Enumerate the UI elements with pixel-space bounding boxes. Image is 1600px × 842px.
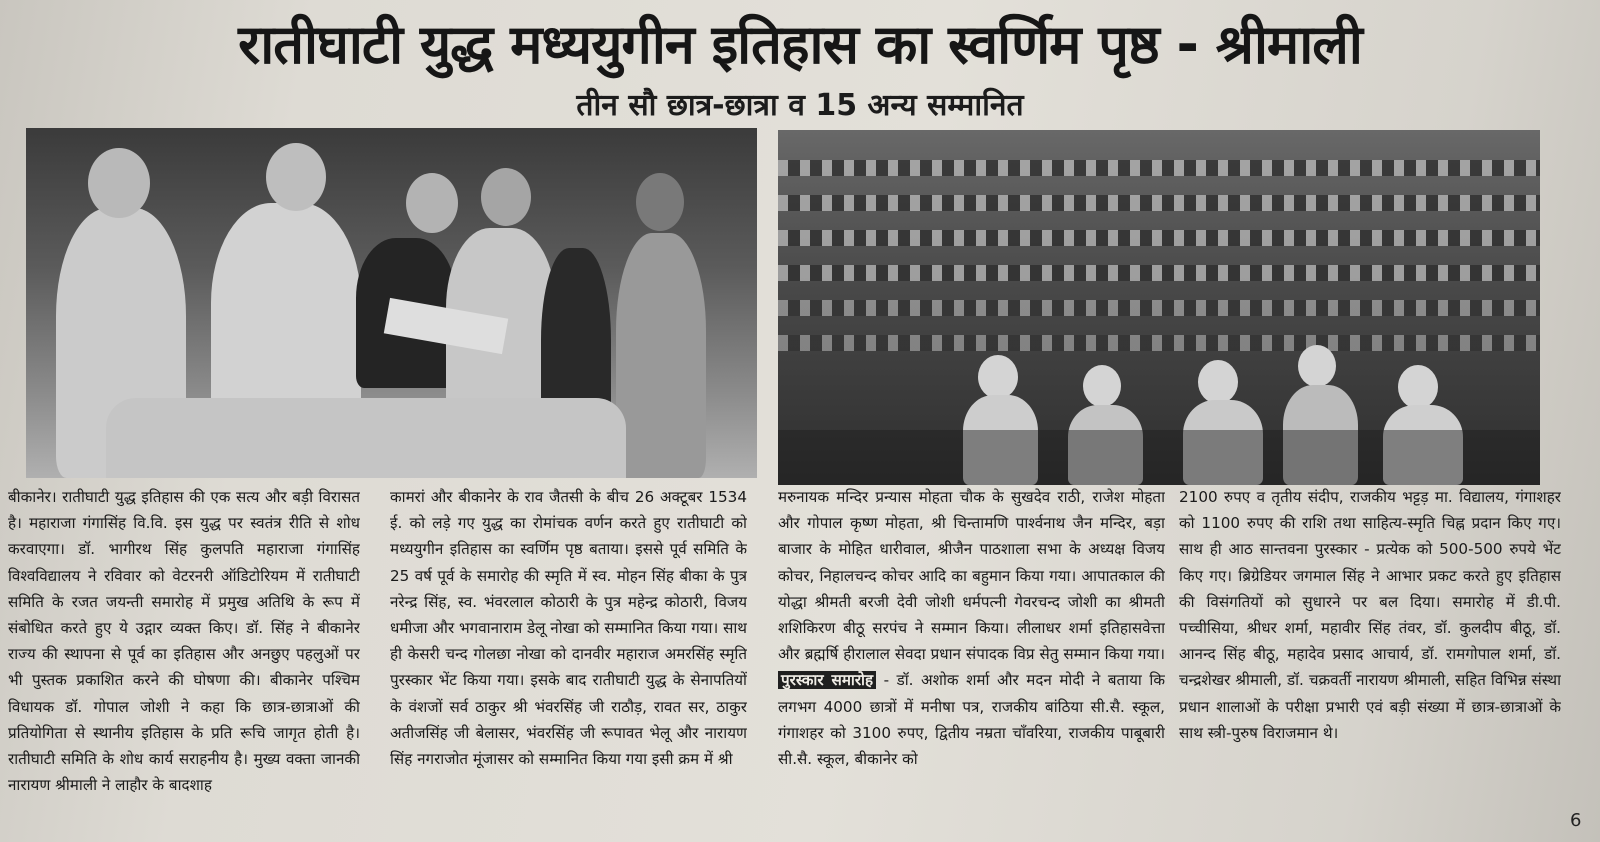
column-4-text: 2100 रुपए व तृतीय संदीप, राजकीय भट्टड़ मा. विद्यालय, गंगाशहर को 1100 रुपए की राशि तथा साहित्य-स्मृति चिह्न प्रदान किए गए। साथ ही आठ सान्तवना पुरस्कार - प्रत्येक को 500-500 रुपये भेंट किए गए। ब्रिग्रेडियर जगमाल सिंह ने आभार प्रकट करते हुए इतिहास की विसंगतियों को सुधारने पर बल दिया। समारोह में डी.पी. पच्चीसिया, श्रीधर शर्मा, महावीर सिंह तंवर, डॉ. कुलदीप बीठू, डॉ. आनन्द सिंह बीठू, महादेव प्रसाद आचार्य, डॉ. रामगोपाल शर्मा, डॉ. चन्द्रशेखर श्रीमाली, डॉ. चक्रवर्ती नारायण श्रीमाली, सहित विभिन्न संस्था प्रधान शालाओं के परीक्षा प्रभारी एवं बड़ी संख्या में छात्र-छात्राओं के साथ स्त्री-पुरुष विराजमान थे। xyxy=(1179,488,1561,742)
column-1-text: बीकानेर। रातीघाटी युद्ध इतिहास की एक सत्य और बड़ी विरासत है। महाराजा गंगासिंह वि.वि. इस युद्ध पर स्वतंत्र रीति से शोध करवाएगा। डॉ. भागीरथ सिंह कुलपति महाराजा गंगासिंह विश्वविद्यालय ने रविवार को वेटरनरी ऑडिटोरियम में रातीघाटी समिति के रजत जयन्ती समारोह में प्रमुख अतिथि के रूप में संबोधित करते हुए ये उद्गार व्यक्त किए। डॉ. सिंह ने बीकानेर राज्य की स्थापना से पूर्व का इतिहास और अनछुए पहलुओं पर भी पुस्तक प्रकाशित करने की घोषणा की। बीकानेर पश्चिम विधायक डॉ. गोपाल जोशी ने कहा कि छात्र-छात्राओं की प्रतियोगिता से स्थानीय इतिहास के प्रति रूचि जागृत होती है। रातीघाटी समिति के शोध कार्य सराहनीय है। मुख्य वक्ता जानकी नारायण श्रीमाली ने लाहौर के बादशाह xyxy=(8,488,360,795)
headline: रातीघाटी युद्ध मध्ययुगीन इतिहास का स्वर्णिम पृष्ठ - श्रीमाली xyxy=(238,13,1362,76)
subheadline: तीन सौ छात्र-छात्रा व 15 अन्य सम्मानित xyxy=(576,88,1024,123)
column-3-text-body: मरुनायक मन्दिर प्रन्यास मोहता चौक के सुखदेव राठी, राजेश मोहता और गोपाल कृष्ण मोहता, श्री चिन्तामणि पार्श्वनाथ जैन मन्दिर, बड़ा बाजार के मोहित धारीवाल, श्रीजैन पाठशाला सभा के अध्यक्ष विजय कोचर, निहालचन्द कोचर आदि का बहुमान किया गया। आपातकाल की योद्धा श्रीमती बरजी देवी जोशी धर्मपत्नी गेवरचन्द जोशी का श्रीमती शशिकिरण बीठू सरपंच ने सम्मान किया। लीलाधर शर्मा इतिहासवेत्ता और ब्रह्मर्षि हीरालाल सेवदा प्रधान संपादक विप्र सेतु सम्मान किया गया। xyxy=(778,488,1165,664)
award-ceremony-subhead: पुरस्कार समारोह xyxy=(778,671,876,689)
felicitation-photo xyxy=(26,128,757,478)
column-3-text xyxy=(778,484,1165,772)
article-column-1 xyxy=(8,484,360,802)
column-2-text: कामरां और बीकानेर के राव जैतसी के बीच 26 अक्टूबर 1534 ई. को लड़े गए युद्ध का रोमांचक वर्णन करते हुए रातीघाटी को मध्ययुगीन इतिहास का स्वर्णिम पृष्ठ बताया। इससे पूर्व समिति के 25 वर्ष पूर्व के समारोह की स्मृति में स्व. मोहन सिंह बीका के पुत्र नरेन्द्र सिंह, स्व. भंवरलाल कोठारी के पुत्र महेन्द्र कोठारी, विजय धमीजा और भगवानाराम डेलू नोखा को सम्मानित किया गया। साथ ही केसरी चन्द गोलछा नोखा को दानवीर महाराज अमरसिंह स्मृति पुरस्कार भेंट किया गया। इसके बाद रातीघाटी युद्ध के सेनापतियों के वंशजों सर्व ठाकुर श्री भंवरसिंह जी राठौड़, रावत सर, ठाकुर अतीजसिंह जी बेलासर, भंवरसिंह जी रूपावत भेलू और नारायण सिंह नगराजोत मूंजासर को सम्मानित किया गया इसी क्रम में श्री xyxy=(390,488,747,769)
audience-photo xyxy=(778,130,1540,485)
page-number: 6 xyxy=(1570,810,1582,831)
column-3-text-continued: - डॉ. अशोक शर्मा और मदन मोदी ने बताया कि लगभग 4000 छात्रों में मनीषा पत्र, राजकीय बांठिया सी.सै. स्कूल, गंगाशहर को 3100 रुपए, द्वितीय नम्रता चाँवरिया, राजकीय पाबूबारी सी.सै. स्कूल, बीकानेर को xyxy=(778,671,1165,769)
article-column-2 xyxy=(390,484,747,802)
article-column-3 xyxy=(778,484,1165,802)
article-column-4 xyxy=(1179,484,1561,802)
